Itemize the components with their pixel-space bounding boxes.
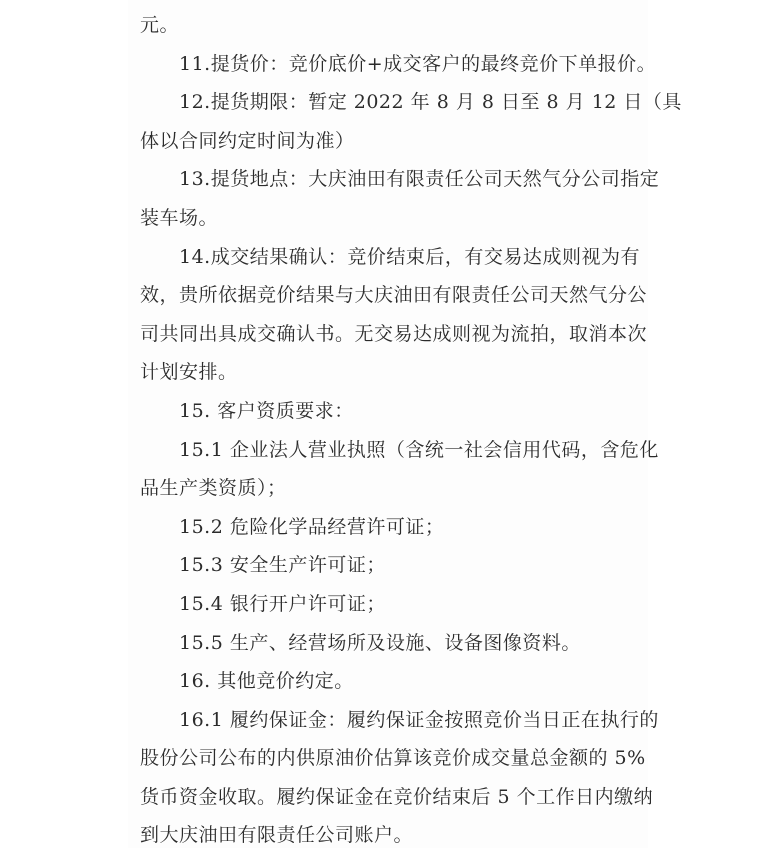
text-line: 装车场。 [140, 206, 219, 229]
text-line: 15.1 企业法人营业执照（含统一社会信用代码，含危化 [179, 438, 659, 461]
text-line: 11.提货价：竞价底价+成交客户的最终竞价下单报价。 [179, 52, 657, 75]
text-line: 16. 其他竞价约定。 [179, 670, 354, 693]
text-line: 15.2 危险化学品经营许可证； [179, 515, 445, 538]
text-line: 15. 客户资质要求： [179, 399, 354, 422]
document-page [128, 0, 682, 848]
text-line: 品生产类资质）； [140, 477, 287, 500]
text-line: 股份公司公布的内供原油价估算该竞价成交量总金额的 5% [140, 747, 646, 770]
text-line: 13.提货地点：大庆油田有限责任公司天然气分公司指定 [179, 168, 660, 191]
text-line: 12.提货期限：暂定 2022 年 8 月 8 日至 8 月 12 日（具 [179, 91, 682, 114]
text-line: 元。 [140, 14, 180, 36]
text-line: 14.成交结果确认：竞价结束后，有交易达成则视为有 [179, 245, 640, 268]
text-line: 16.1 履约保证金：履约保证金按照竞价当日正在执行的 [179, 708, 659, 731]
text-line: 到大庆油田有限责任公司账户。 [140, 824, 414, 847]
text-line: 15.4 银行开户许可证； [179, 592, 386, 615]
document-body [140, 6, 682, 855]
text-line: 体以合同约定时间为准） [140, 129, 355, 152]
text-line: 货币资金收取。履约保证金在竞价结束后 5 个工作日内缴纳 [140, 785, 654, 808]
text-line: 司共同出具成交确认书。无交易达成则视为流拍，取消本次 [140, 322, 648, 345]
text-line: 计划安排。 [140, 361, 238, 384]
text-line: 15.5 生产、经营场所及设施、设备图像资料。 [179, 631, 581, 654]
text-line: 效，贵所依据竞价结果与大庆油田有限责任公司天然气分公 [140, 284, 648, 307]
text-line: 15.3 安全生产许可证； [179, 554, 386, 577]
